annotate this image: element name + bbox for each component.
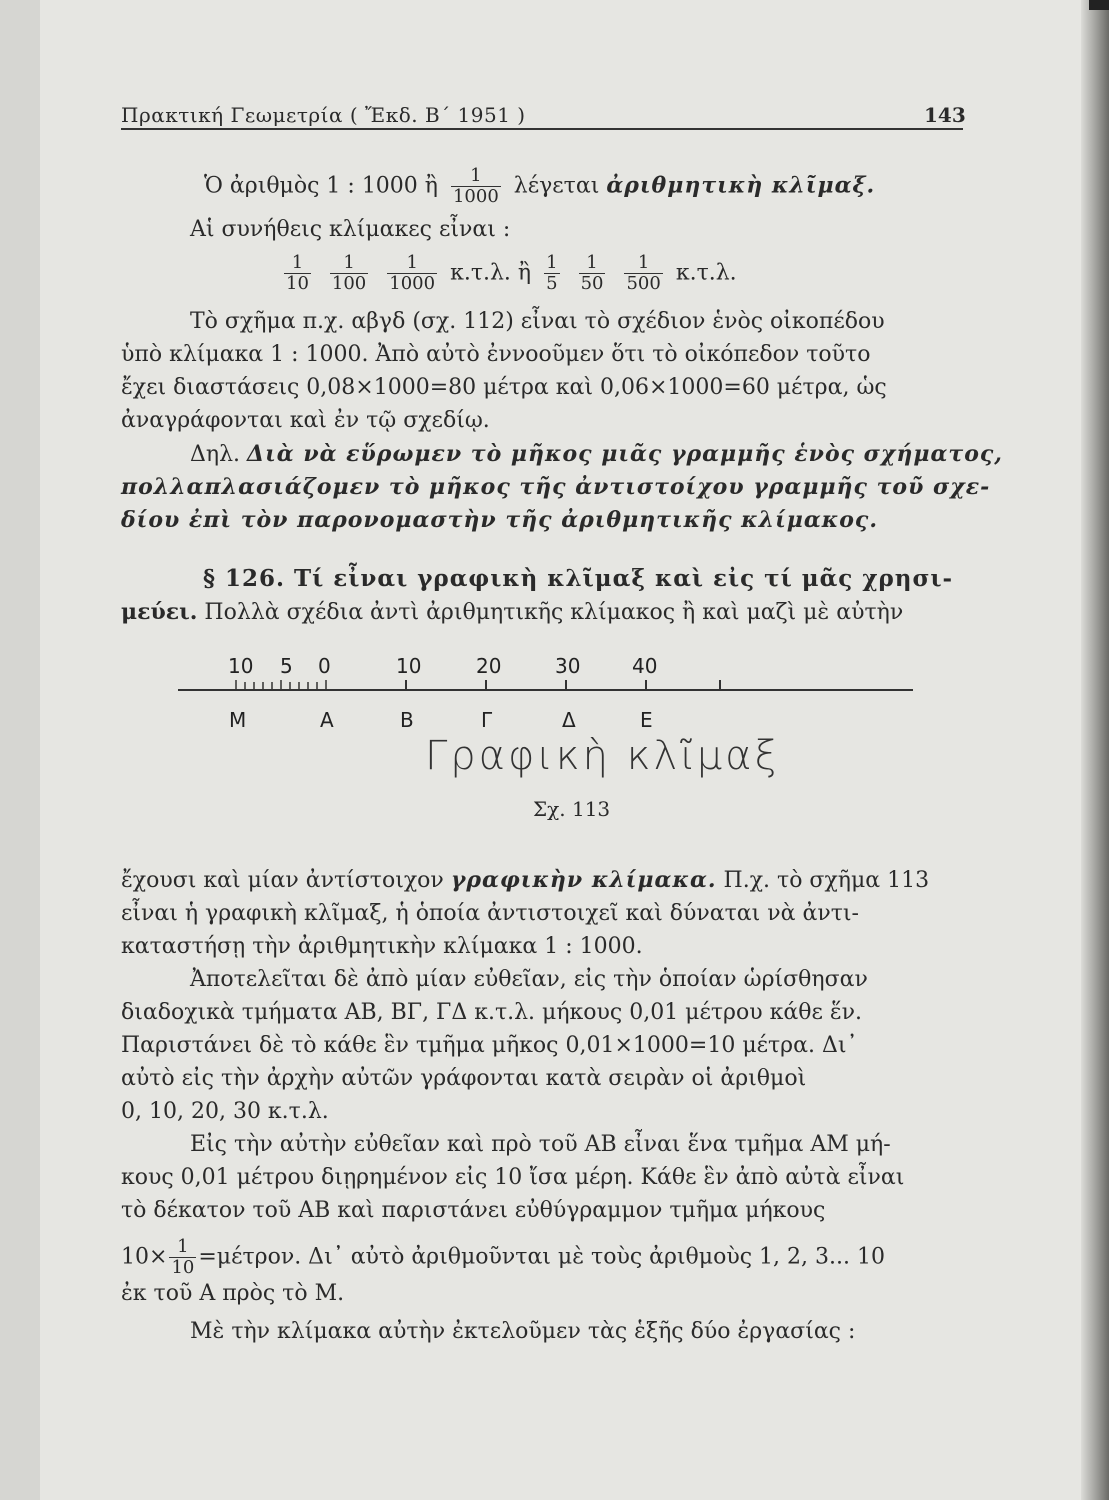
point-label: Ε <box>640 708 653 732</box>
scales-row <box>278 253 737 294</box>
point-label: Δ <box>562 708 576 732</box>
frac-num: 1 <box>470 165 482 186</box>
para3-line1 <box>190 440 1003 469</box>
body-text: ἔχουσι καὶ μίαν ἀντίστοιχον <box>121 868 444 893</box>
term-graphic-scale: γραφικὴν κλίμακα. <box>450 867 717 893</box>
body-line: ἐκ τοῦ Α πρὸς τὸ Μ. <box>121 1281 345 1306</box>
body-line: 0, 10, 20, 30 κ.τ.λ. <box>121 1099 329 1124</box>
para3-lead: Δηλ. <box>190 442 241 467</box>
scale-fraction <box>387 253 437 294</box>
scales-end: κ.τ.λ. <box>675 260 737 286</box>
page-edge-shadow <box>1081 0 1109 1500</box>
corner-mark <box>1089 0 1109 10</box>
body-line: Ἀποτελεῖται δὲ ἀπὸ μίαν εὐθεῖαν, εἰς τὴν ὁποίαν ὡρίσθησαν <box>190 967 868 992</box>
page-number: 143 <box>924 103 966 127</box>
body-fraction-line <box>121 1237 885 1278</box>
frac-num: 1 <box>291 252 304 273</box>
body-line: Εἰς τὴν αὐτὴν εὐθεῖαν καὶ πρὸ τοῦ ΑΒ εἶναι ἕνα τμῆμα ΑΜ μή- <box>190 1132 891 1157</box>
body-text: 10× <box>121 1244 168 1270</box>
scale-fraction <box>330 253 368 294</box>
frac-num: 1 <box>177 1236 189 1257</box>
rule-text: πολλαπλασιάζομεν τὸ μῆκος τῆς ἀντιστοίχου γραμμῆς τοῦ σχε- <box>121 474 991 500</box>
body-line: αὐτὸ εἰς τὴν ἀρχὴν αὐτῶν γράφονται κατὰ σειρὰν οἱ ἀριθμοὶ <box>121 1066 807 1091</box>
body-line: Μὲ τὴν κλίμακα αὐτὴν ἐκτελοῦμεν τὰς ἑξῆς δύο ἐργασίας : <box>190 1319 856 1344</box>
scale-number: 10 <box>228 654 254 678</box>
running-header-title: Πρακτική Γεωμετρία ( Ἔκδ. Β΄ 1951 ) <box>121 103 526 127</box>
frac-den: 100 <box>331 273 367 294</box>
para1-line2: Αἱ συνήθεις κλίμακες εἶναι : <box>190 217 511 242</box>
frac-den: 50 <box>580 273 604 294</box>
frac-num: 1 <box>343 252 355 273</box>
scale-fraction <box>544 253 559 294</box>
section-heading-end: μεύει. <box>121 599 198 625</box>
body-text: =μέτρον. Δι᾽ αὐτὸ ἀριθμοῦνται μὲ τοὺς ἀριθμοὺς 1, 2, 3... 10 <box>198 1244 885 1270</box>
scales-mid: κ.τ.λ. ἢ <box>450 260 532 286</box>
scale-number: 40 <box>632 654 658 678</box>
header-rule <box>121 128 963 130</box>
point-label: Γ <box>481 708 493 732</box>
body-line: Παριστάνει δὲ τὸ κάθε ἓν τμῆμα μῆκος 0,01×1000=10 μέτρα. Δι᾽ <box>121 1033 858 1058</box>
figure-handwritten-title: Γραφικὴ κλῖμαξ <box>425 733 780 779</box>
body-line: κους 0,01 μέτρου διῃρημένον εἰς 10 ἴσα μέρη. Κάθε ἓν ἀπὸ αὐτὰ εἶναι <box>121 1165 905 1190</box>
point-label: Μ <box>229 708 247 732</box>
term-arithmetic-scale: ἀριθμητικὴ κλῖμαξ. <box>606 172 876 199</box>
frac-num: 1 <box>406 252 418 273</box>
fraction-1-1000 <box>451 166 501 207</box>
fraction-1-10 <box>169 1237 196 1278</box>
section-text: Πολλὰ σχέδια ἀντὶ ἀριθμητικῆς κλίμακος ἢ καὶ μαζὶ μὲ αὐτὴν <box>204 600 904 625</box>
rule-text: Διὰ νὰ εὕρωμεν τὸ μῆκος μιᾶς γραμμῆς ἑνὸς σχήματος, <box>247 441 1003 467</box>
frac-den: 1000 <box>389 273 436 294</box>
scale-number: 10 <box>396 654 422 678</box>
scale-fraction <box>284 253 311 294</box>
body-line: διαδοχικὰ τμήματα ΑΒ, ΒΓ, ΓΔ κ.τ.λ. μήκους 0,01 μέτρου κάθε ἕν. <box>121 1000 863 1025</box>
frac-den: 500 <box>626 273 661 294</box>
body-line: εἶναι ἡ γραφικὴ κλῖμαξ, ἡ ὁποία ἀντιστοιχεῖ καὶ δύναται νὰ ἀντι- <box>121 901 859 926</box>
para1-line1 <box>204 166 875 207</box>
scale-fraction <box>579 253 606 294</box>
frac-den: 5 <box>546 273 558 294</box>
rule-text: δίου ἐπὶ τὸν παρονομαστὴν τῆς ἀριθμητικῆς κλίμακος. <box>121 507 878 533</box>
body-text: Π.χ. τὸ σχῆμα 113 <box>723 868 930 893</box>
frac-num: 1 <box>586 252 598 273</box>
section-line2 <box>121 598 903 627</box>
point-label: Α <box>320 708 334 732</box>
body-line1 <box>121 866 929 895</box>
para2-line: ἀναγράφονται καὶ ἐν τῷ σχεδίῳ. <box>121 408 490 433</box>
para2-line: Τὸ σχῆμα π.χ. αβγδ (σχ. 112) εἶναι τὸ σχέδιον ἑνὸς οἰκοπέδου <box>190 309 885 334</box>
frac-den: 1000 <box>452 186 499 207</box>
para1-line1-a: Ὁ ἀριθμὸς 1 : 1000 ἢ <box>204 173 438 199</box>
frac-den: 10 <box>286 273 309 294</box>
point-label: Β <box>400 708 414 732</box>
section-heading: § 126. Τί εἶναι γραφικὴ κλῖμαξ καὶ εἰς τί μᾶς χρησι- <box>203 565 954 592</box>
scale-fraction <box>624 253 662 294</box>
frac-num: 1 <box>546 252 558 273</box>
scale-number: 30 <box>555 654 581 678</box>
figure-caption: Σχ. 113 <box>533 797 611 821</box>
frac-den: 10 <box>171 1257 195 1278</box>
para1-line1-b: λέγεται <box>513 173 600 199</box>
body-line: τὸ δέκατον τοῦ ΑΒ καὶ παριστάνει εὐθύγραμμον τμῆμα μήκους <box>121 1198 826 1223</box>
scale-number: 5 <box>280 654 293 678</box>
frac-num: 1 <box>637 252 650 273</box>
scale-number: 20 <box>476 654 502 678</box>
para2-line: ἔχει διαστάσεις 0,08×1000=80 μέτρα καὶ 0,06×1000=60 μέτρα, ὡς <box>121 375 887 400</box>
body-line: καταστήσῃ τὴν ἀριθμητικὴν κλίμακα 1 : 1000. <box>121 934 643 959</box>
para2-line: ὑπὸ κλίμακα 1 : 1000. Ἀπὸ αὐτὸ ἐννοοῦμεν ὅτι τὸ οἰκόπεδον τοῦτο <box>121 342 871 367</box>
scale-number: 0 <box>318 654 331 678</box>
